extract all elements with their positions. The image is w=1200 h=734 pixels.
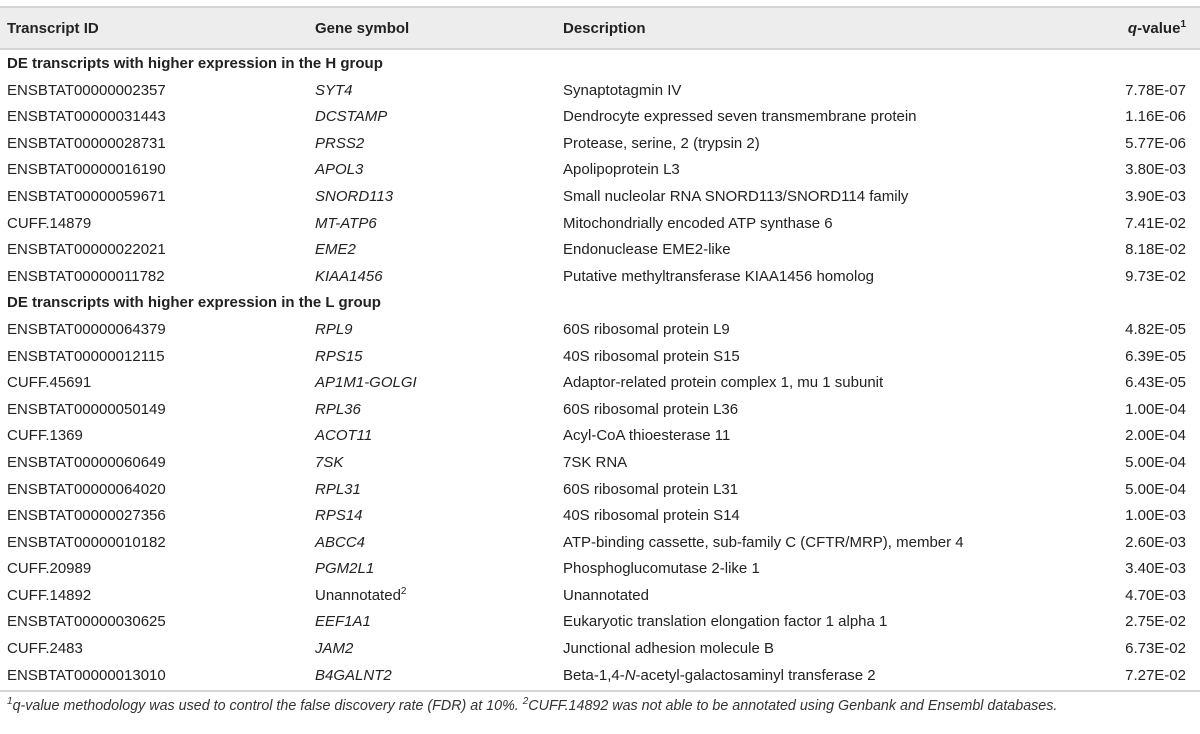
table-row [0,662,1200,689]
table-row [0,555,1200,582]
transcript-id-cell: ENSBTAT00000028731 [7,134,166,152]
transcript-id-cell: ENSBTAT00000060649 [7,453,166,471]
transcript-id-cell: ENSBTAT00000031443 [7,108,166,126]
table-row [0,210,1200,237]
description-cell: ATP-binding cassette, sub-family C (CFTR/MRP), member 4 [563,533,964,551]
gene-symbol-cell [315,560,374,577]
description-cell: Dendrocyte expressed seven transmembrane protein [563,108,917,126]
description-part: Beta-1,4- [563,666,625,684]
table-row [0,396,1200,423]
gene-symbol-cell [315,374,417,391]
qvalue-cell: 6.43E-05 [1125,374,1186,392]
gene-symbol-cell [315,161,363,178]
description-part: -acetyl-galactosaminyl transferase 2 [635,666,876,684]
gene-symbol-text: AP1M1-GOLGI [315,374,417,392]
table-row [0,343,1200,370]
gene-symbol-cell [315,321,353,338]
qvalue-q: q [1127,20,1138,37]
transcript-id-cell: ENSBTAT00000010182 [7,533,166,551]
table-row [0,476,1200,503]
transcript-id-cell: ENSBTAT00000013010 [7,666,166,684]
transcript-id-cell: CUFF.20989 [7,560,92,578]
table-row [0,263,1200,290]
gene-symbol-cell [315,534,365,551]
description-cell: 40S ribosomal protein S15 [563,347,740,365]
gene-symbol-text: SYT4 [315,81,353,99]
gene-symbol-cell [315,215,377,232]
gene-symbol-text: JAM2 [315,640,354,658]
gene-symbol-cell [315,587,406,604]
qvalue-cell: 2.60E-03 [1125,533,1186,551]
qvalue-cell: 4.82E-05 [1125,320,1186,338]
gene-symbol-cell [315,268,383,285]
gene-symbol-cell [315,454,343,471]
gene-symbol-text: MT-ATP6 [315,214,377,232]
description-cell: Phosphoglucomutase 2-like 1 [563,560,760,578]
qvalue-suffix: -value [1137,20,1181,37]
gene-symbol-text: RPL36 [315,400,361,418]
section-title: DE transcripts with higher expression in the L group [7,294,381,312]
table-body [0,50,1200,688]
table-row [0,316,1200,343]
gene-symbol-cell [315,427,372,444]
section-heading [0,50,1200,77]
transcript-id-cell: CUFF.45691 [7,374,92,392]
qvalue-cell: 5.00E-04 [1125,480,1186,498]
gene-symbol-text: ABCC4 [315,533,366,551]
table-row [0,502,1200,529]
qvalue-cell: 1.00E-04 [1125,400,1186,418]
gene-symbol-text: EME2 [315,241,356,259]
description-cell: 60S ribosomal protein L31 [563,480,739,498]
footnote-mark-2: 2 [522,696,529,708]
gene-symbol-cell [315,401,361,418]
description-cell: Junctional adhesion molecule B [563,640,774,658]
gene-symbol-text: 7SK [315,453,344,471]
table-row [0,130,1200,157]
transcript-id-cell: ENSBTAT00000022021 [7,241,166,259]
transcript-id-cell: ENSBTAT00000027356 [7,507,166,525]
qvalue-cell: 2.00E-04 [1125,427,1186,445]
qvalue-cell: 7.78E-07 [1125,81,1186,99]
description-cell: Protease, serine, 2 (trypsin 2) [563,134,760,152]
transcript-id-cell: ENSBTAT00000030625 [7,613,166,631]
table-row [0,183,1200,210]
table-row [0,77,1200,104]
gene-symbol-text: Unannotated [315,586,401,604]
description-cell: 60S ribosomal protein L36 [563,400,739,418]
gene-symbol-cell [315,667,392,684]
transcript-id-cell: ENSBTAT00000050149 [7,400,166,418]
description-cell: Synaptotagmin IV [563,81,682,99]
table-row [0,369,1200,396]
transcript-id-cell: ENSBTAT00000016190 [7,161,166,179]
gene-symbol-cell [315,640,353,657]
transcript-id-cell: ENSBTAT00000064020 [7,480,166,498]
transcript-id-cell: CUFF.14892 [7,586,92,604]
table-row [0,608,1200,635]
table-header [0,6,1200,50]
qvalue-cell: 7.27E-02 [1125,666,1186,684]
description-cell: 7SK RNA [563,453,628,471]
gene-symbol-text: PRSS2 [315,134,365,152]
table-row [0,529,1200,556]
table-row [0,103,1200,130]
transcript-id-cell: CUFF.2483 [7,640,83,658]
gene-symbol-text: PGM2L1 [315,560,375,578]
gene-symbol-cell [315,188,393,205]
gene-symbol-cell [315,613,371,630]
gene-symbol-text: B4GALNT2 [315,666,392,684]
section-heading [0,289,1200,316]
header-qvalue [1128,20,1186,37]
gene-symbol-cell [315,241,356,258]
transcript-id-cell: ENSBTAT00000011782 [7,267,165,285]
description-cell: Putative methyltransferase KIAA1456 homolog [563,267,875,285]
qvalue-cell: 9.73E-02 [1125,267,1186,285]
gene-symbol-text: ACOT11 [315,427,373,445]
gene-symbol-text: RPL31 [315,480,361,498]
gene-symbol-cell [315,481,361,498]
gene-symbol-cell [315,135,364,152]
gene-symbol-cell [315,507,363,524]
description-cell [563,667,876,684]
qvalue-cell: 5.00E-04 [1125,453,1186,471]
qvalue-cell: 6.73E-02 [1125,640,1186,658]
transcript-id-cell: ENSBTAT00000002357 [7,81,166,99]
description-cell: 40S ribosomal protein S14 [563,507,740,525]
footnote-text-2: CUFF.14892 was not able to be annotated using Genbank and Ensembl databases. [528,698,1058,715]
section-title: DE transcripts with higher expression in the H group [7,55,383,72]
qvalue-cell: 4.70E-03 [1125,586,1186,604]
description-cell: Acyl-CoA thioesterase 11 [563,427,731,445]
gene-symbol-text: EEF1A1 [315,613,371,631]
header-transcript-id: Transcript ID [7,20,99,37]
table-footnote [0,692,1200,714]
qvalue-cell: 1.16E-06 [1125,108,1186,126]
table-row [0,635,1200,662]
description-italic-part: N [624,666,636,684]
table-row [0,582,1200,609]
description-cell: Apolipoprotein L3 [563,161,680,179]
gene-symbol-text: RPS14 [315,507,363,525]
transcript-id-cell: CUFF.1369 [7,427,83,445]
gene-footnote-mark: 2 [400,585,407,597]
qvalue-cell: 3.90E-03 [1125,187,1186,205]
qvalue-cell: 8.18E-02 [1125,241,1186,259]
transcript-id-cell: ENSBTAT00000059671 [7,187,166,205]
qvalue-cell: 3.80E-03 [1125,161,1186,179]
table-row [0,156,1200,183]
description-cell: 60S ribosomal protein L9 [563,320,730,338]
header-gene-symbol: Gene symbol [315,20,410,37]
transcript-id-cell: CUFF.14879 [7,214,92,232]
gene-symbol-cell [315,108,387,125]
gene-symbol-cell [315,348,363,365]
description-cell: Adaptor-related protein complex 1, mu 1 subunit [563,374,884,392]
qvalue-cell: 2.75E-02 [1125,613,1186,631]
table-row [0,449,1200,476]
table-row [0,422,1200,449]
results-table [0,6,1200,714]
description-cell: Unannotated [563,586,649,604]
qvalue-cell: 1.00E-03 [1125,507,1186,525]
gene-symbol-cell [315,82,353,99]
transcript-id-cell: ENSBTAT00000012115 [7,347,165,365]
table-row [0,236,1200,263]
qvalue-cell: 5.77E-06 [1125,134,1186,152]
qvalue-footnote-mark: 1 [1180,19,1186,30]
gene-symbol-text: RPS15 [315,347,363,365]
description-cell: Eukaryotic translation elongation factor 1 alpha 1 [563,613,888,631]
transcript-id-cell: ENSBTAT00000064379 [7,320,166,338]
footnote-text-1: q-value methodology was used to control the false discovery rate (FDR) at 10%. [12,698,523,715]
qvalue-cell: 6.39E-05 [1125,347,1186,365]
gene-symbol-text: DCSTAMP [315,108,388,126]
gene-symbol-text: RPL9 [315,320,353,338]
description-cell: Endonuclease EME2-like [563,241,731,259]
description-cell: Small nucleolar RNA SNORD113/SNORD114 family [563,187,909,205]
header-description: Description [563,20,646,37]
gene-symbol-text: APOL3 [315,161,364,179]
gene-symbol-text: KIAA1456 [315,267,383,285]
qvalue-cell: 3.40E-03 [1125,560,1186,578]
qvalue-cell: 7.41E-02 [1125,214,1186,232]
gene-symbol-text: SNORD113 [315,187,394,205]
description-cell: Mitochondrially encoded ATP synthase 6 [563,214,833,232]
footnote-mark-1: 1 [7,696,13,708]
